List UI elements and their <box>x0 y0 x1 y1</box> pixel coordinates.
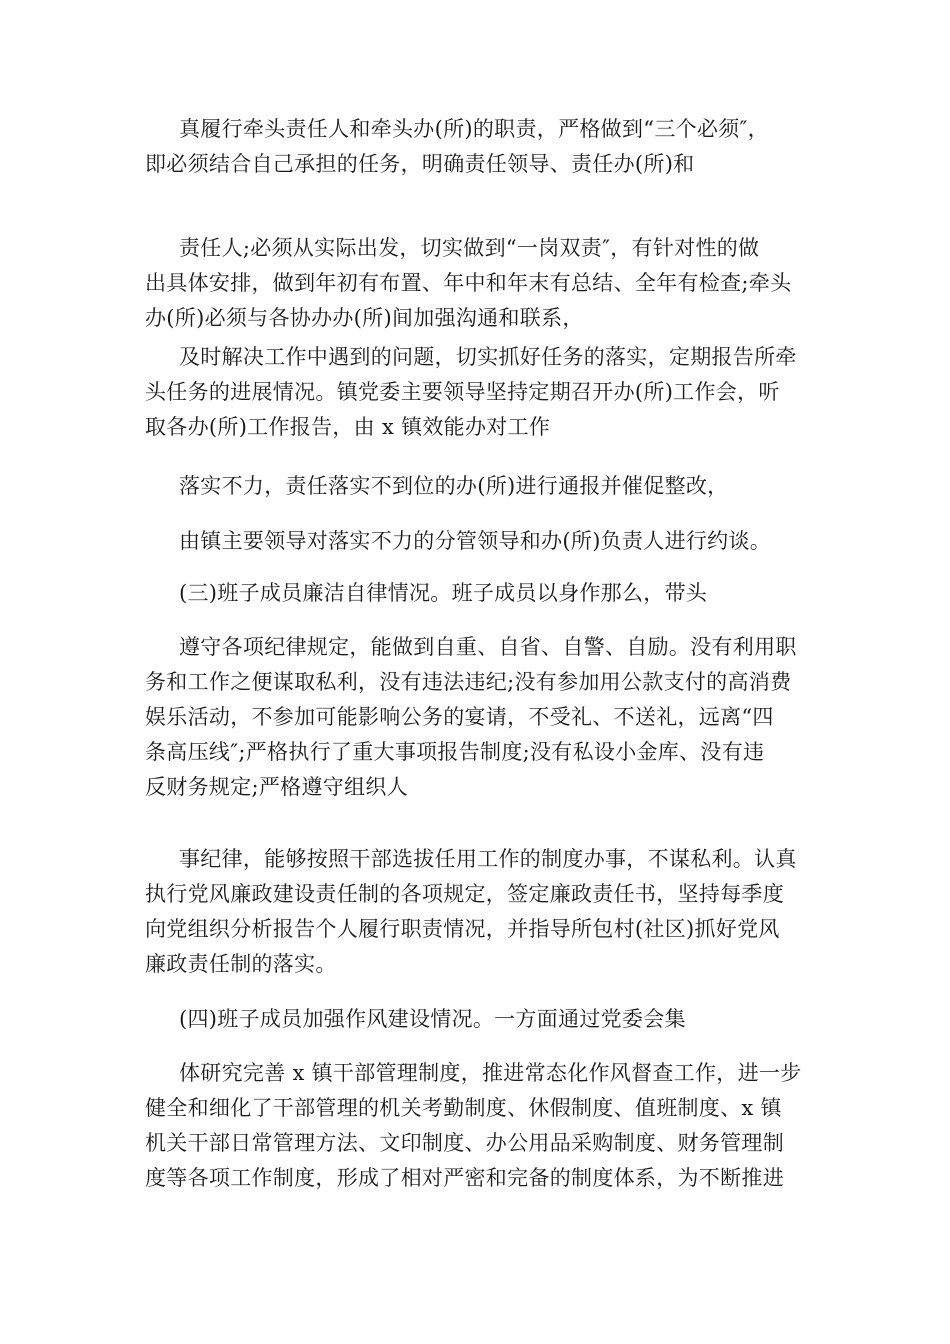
paragraph-3 <box>145 340 810 445</box>
paragraph-line: 条高压线″;严格执行了重大事项报告制度;没有私设小金库、没有违 <box>145 740 765 764</box>
paragraph-line: 机关干部日常管理方法、文印制度、办公用品采购制度、财务管理制 <box>145 1131 784 1155</box>
paragraph-7 <box>145 630 810 805</box>
paragraph-4 <box>145 469 810 504</box>
paragraph-2 <box>145 231 810 336</box>
paragraph-line: (四)班子成员加强作风建设情况。一方面通过党委会集 <box>179 1007 686 1031</box>
paragraph-line: 向党组织分析报告个人履行职责情况，并指导所包村(社区)抓好党风 <box>145 917 780 941</box>
paragraph-6 <box>145 576 810 611</box>
paragraph-10 <box>145 1056 810 1196</box>
paragraph-line: 体研究完善 x 镇干部管理制度，推进常态化作风督查工作，进一步 <box>179 1061 802 1085</box>
paragraph-line: 即必须结合自己承担的任务，明确责任领导、责任办(所)和 <box>145 152 695 176</box>
paragraph-line: 及时解决工作中遇到的问题，切实抓好任务的落实，定期报告所牵 <box>179 345 797 369</box>
paragraph-line: (三)班子成员廉洁自律情况。班子成员以身作那么，带头 <box>179 581 708 605</box>
paragraph-1 <box>145 112 810 182</box>
paragraph-line: 度等各项工作制度，形成了相对严密和完备的制度体系，为不断推进 <box>145 1166 784 1190</box>
paragraph-line: 执行党风廉政建设责任制的各项规定，签定廉政责任书，坚持每季度 <box>145 882 784 906</box>
paragraph-5 <box>145 524 810 559</box>
paragraph-line: 头任务的进展情况。镇党委主要领导坚持定期召开办(所)工作会，听 <box>145 380 780 404</box>
paragraph-line: 真履行牵头责任人和牵头办(所)的职责，严格做到“三个必须″， <box>179 117 769 141</box>
paragraph-line: 娱乐活动，不参加可能影响公务的宴请，不受礼、不送礼，远离“四 <box>145 705 774 729</box>
paragraph-line: 由镇主要领导对落实不力的分管领导和办(所)负责人进行约谈。 <box>179 529 772 553</box>
paragraph-8 <box>145 842 810 982</box>
paragraph-line: 取各办(所)工作报告，由 x 镇效能办对工作 <box>145 415 551 439</box>
paragraph-line: 遵守各项纪律规定，能做到自重、自省、自警、自励。没有利用职 <box>179 635 797 659</box>
paragraph-line: 出具体安排，做到年初有布置、年中和年末有总结、全年有检查;牵头 <box>145 271 792 295</box>
paragraph-line: 办(所)必须与各协办办(所)间加强沟通和联系， <box>145 306 584 330</box>
paragraph-line: 廉政责任制的落实。 <box>145 952 337 976</box>
paragraph-line: 健全和细化了干部管理的机关考勤制度、休假制度、值班制度、x 镇 <box>145 1096 782 1120</box>
paragraph-line: 落实不力，责任落实不到位的办(所)进行通报并催促整改， <box>179 474 729 498</box>
paragraph-line: 反财务规定;严格遵守组织人 <box>145 775 408 799</box>
paragraph-line: 务和工作之便谋取私利，没有违法违纪;没有参加用公款支付的高消费 <box>145 670 792 694</box>
paragraph-9 <box>145 1002 810 1037</box>
paragraph-line: 责任人;必须从实际出发，切实做到“一岗双责″，有针对性的做 <box>179 236 760 260</box>
paragraph-line: 事纪律，能够按照干部选拔任用工作的制度办事，不谋私利。认真 <box>179 847 797 871</box>
